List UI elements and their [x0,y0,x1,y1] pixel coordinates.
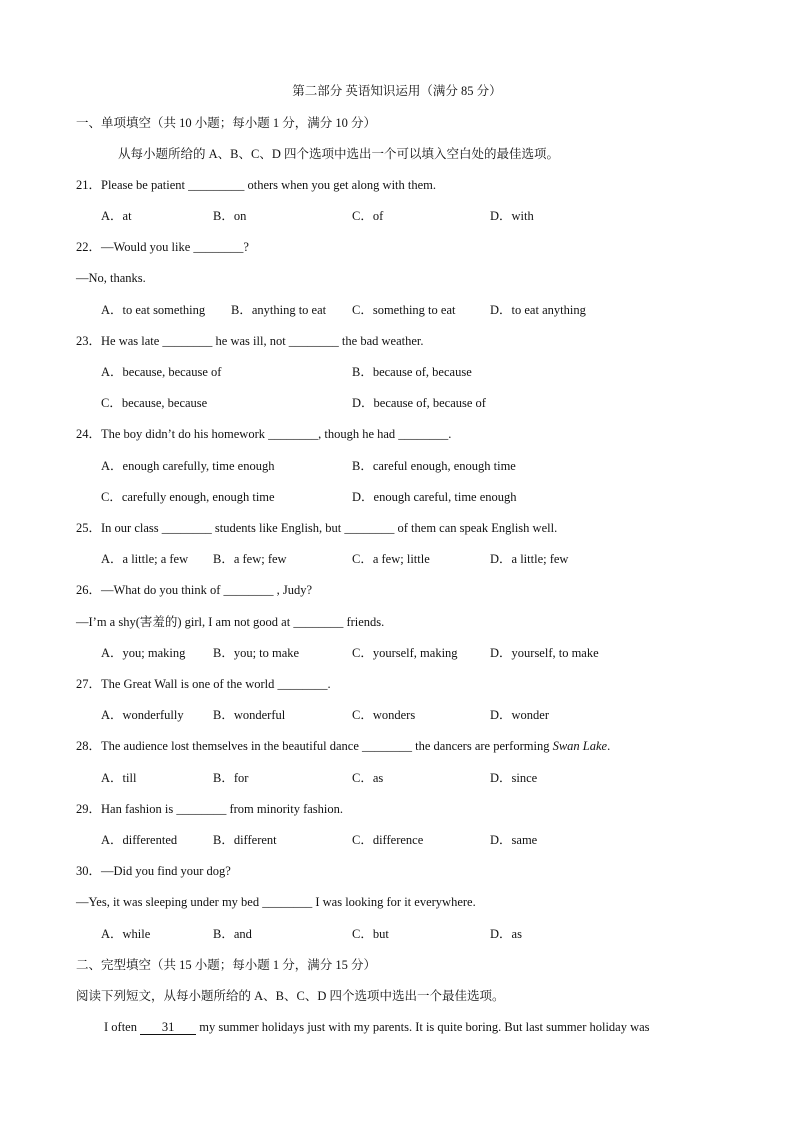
question-25-stem: 25．In our class ________ students like English, but ________ of them can speak English well. [76,521,558,535]
question-22-option-b[interactable]: B．anything to eat [231,303,327,317]
question-25-option-d[interactable]: D．a little; few [490,552,569,566]
question-23-stem: 23．He was late ________ he was ill, not ________ the bad weather. [76,334,424,348]
passage-text-end: my summer holidays just with my parents. It is quite boring. But last summer holiday was [196,1020,650,1034]
question-28-stem-text: 28．The audience lost themselves in the beautiful dance ________ the dancers are performing [76,739,553,753]
question-28-option-c[interactable]: C．as [352,771,384,785]
question-23-option-d[interactable]: D．because of, because of [352,396,486,410]
question-29-option-a[interactable]: A．differented [101,833,178,847]
question-25-option-a[interactable]: A．a little; a few [101,552,189,566]
question-30-option-b[interactable]: B．and [213,927,252,941]
question-25-option-b[interactable]: B．a few; few [213,552,287,566]
passage-text-start: I often [104,1020,141,1034]
question-23-option-c[interactable]: C．because, because [101,396,208,410]
question-22-stem: 22．—Would you like ________? [76,240,249,254]
question-21-option-b[interactable]: B．on [213,209,247,223]
question-26-stem: 26．—What do you think of ________ , Judy? [76,583,313,597]
question-24-option-c[interactable]: C．carefully enough, enough time [101,490,275,504]
question-30-option-a[interactable]: A．while [101,927,151,941]
question-26-option-a[interactable]: A．you; making [101,646,186,660]
question-24-stem: 24．The boy didn’t do his homework ________, though he had ________. [76,427,452,441]
question-25-option-c[interactable]: C．a few; little [352,552,430,566]
question-28-stem-end: . [607,739,611,753]
question-29-option-d[interactable]: D．same [490,833,538,847]
section-2-heading: 二、完型填空（共 15 小题；每小题 1 分，满分 15 分） [76,958,377,972]
question-23-option-a[interactable]: A．because, because of [101,365,222,379]
question-21-option-a[interactable]: A．at [101,209,132,223]
question-27-option-a[interactable]: A．wonderfully [101,708,184,722]
question-22-option-d[interactable]: D．to eat anything [490,303,586,317]
question-29-option-c[interactable]: C．difference [352,833,424,847]
question-28-option-a[interactable]: A．till [101,771,137,785]
question-22-option-c[interactable]: C．something to eat [352,303,456,317]
question-28-stem-title: Swan Lake [552,739,608,753]
question-30-option-c[interactable]: C．but [352,927,389,941]
page-title: 第二部分 英语知识运用（满分 85 分） [292,84,502,98]
question-22-reply: —No, thanks. [76,271,146,285]
question-30-option-d[interactable]: D．as [490,927,522,941]
section-2-instruction: 阅读下列短文，从每小题所给的 A、B、C、D 四个选项中选出一个最佳选项。 [76,989,505,1003]
question-26-option-c[interactable]: C．yourself, making [352,646,458,660]
question-24-option-b[interactable]: B．careful enough, enough time [352,459,516,473]
question-23-option-b[interactable]: B．because of, because [352,365,472,379]
question-21-option-c[interactable]: C．of [352,209,384,223]
question-22-option-a[interactable]: A．to eat something [101,303,206,317]
question-21-option-d[interactable]: D．with [490,209,534,223]
question-30-stem: 30．—Did you find your dog? [76,864,231,878]
section-1-instruction: 从每小题所给的 A、B、C、D 四个选项中选出一个可以填入空白处的最佳选项。 [118,147,559,161]
question-28-option-b[interactable]: B．for [213,771,249,785]
question-29-option-b[interactable]: B．different [213,833,277,847]
question-27-option-c[interactable]: C．wonders [352,708,416,722]
question-21-stem: 21．Please be patient _________ others when you get along with them. [76,178,437,192]
question-28-option-d[interactable]: D．since [490,771,538,785]
question-26-reply: —I’m a shy(害羞的) girl, I am not good at ________ friends. [76,615,385,629]
blank-31[interactable]: 31 [140,1020,196,1035]
question-28-stem [76,738,610,754]
question-24-option-a[interactable]: A．enough carefully, time enough [101,459,275,473]
passage-line [104,1019,650,1035]
question-27-stem: 27．The Great Wall is one of the world ________. [76,677,331,691]
question-26-option-b[interactable]: B．you; to make [213,646,300,660]
question-24-option-d[interactable]: D．enough careful, time enough [352,490,517,504]
question-26-option-d[interactable]: D．yourself, to make [490,646,599,660]
question-29-stem: 29．Han fashion is ________ from minority fashion. [76,802,343,816]
question-30-reply: —Yes, it was sleeping under my bed ________ I was looking for it everywhere. [76,895,476,909]
question-27-option-d[interactable]: D．wonder [490,708,550,722]
section-1-heading: 一、单项填空（共 10 小题；每小题 1 分，满分 10 分） [76,116,377,130]
question-27-option-b[interactable]: B．wonderful [213,708,286,722]
